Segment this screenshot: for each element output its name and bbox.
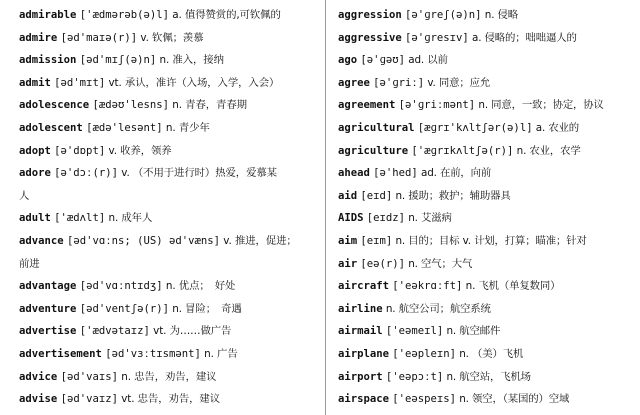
right-column [338, 4, 638, 411]
entry-word: agree [338, 76, 370, 89]
vocab-entry [338, 140, 638, 163]
column-divider [325, 0, 326, 415]
entry-definition: ad. 以前 [408, 54, 448, 67]
entry-phonetic: [ə'dɒpt] [54, 144, 106, 157]
vocab-entry [19, 366, 319, 389]
vocab-entry [338, 185, 638, 208]
entry-definition: a. 值得赞赏的,可钦佩的 [172, 9, 281, 21]
entry-word: admire [19, 31, 58, 44]
vocab-entry [338, 230, 638, 253]
entry-definition: v. 推进，促进； [223, 234, 297, 247]
entry-word: air [338, 257, 358, 270]
entry-definition-continuation [19, 253, 319, 276]
vocab-entry [338, 49, 638, 72]
entry-phonetic: [əd'vɜːtɪsmənt] [105, 347, 201, 360]
entry-definition: n. 飞机（单复数同） [465, 280, 561, 293]
entry-definition: n. 航空邮件 [446, 325, 501, 338]
entry-definition: n. 青春，青春期 [172, 99, 247, 112]
vocab-entry [19, 162, 319, 185]
vocab-entry [338, 253, 638, 276]
vocab-entry [19, 94, 319, 117]
entry-word: aid [338, 189, 358, 202]
entry-phonetic: [əd'mɪʃ(ə)n] [79, 54, 157, 67]
entry-definition: n. 航空站，飞机场 [446, 370, 531, 383]
entry-continuation-text: 前进 [19, 257, 40, 270]
vocab-entry [338, 4, 638, 27]
vocab-entry [19, 140, 319, 163]
entry-phonetic: [ə'ɡəʊ] [360, 54, 406, 67]
entry-phonetic: [ædəʊ'lesns] [92, 99, 169, 112]
entry-definition: ad. 在前，向前 [420, 167, 492, 180]
entry-phonetic: ['ædʌlt] [54, 212, 106, 225]
entry-definition: n. 空气；大气 [408, 257, 473, 270]
entry-phonetic: [eə(r)] [360, 257, 406, 270]
entry-definition: a. 侵略的；咄咄逼人的 [472, 31, 577, 44]
entry-definition: a. 农业的 [535, 121, 580, 134]
entry-word: advice [19, 370, 58, 383]
entry-word: ahead [338, 167, 370, 180]
entry-word: aggressive [338, 31, 402, 44]
entry-word: adolescent [19, 121, 83, 134]
entry-word: agricultural [338, 121, 415, 134]
vocab-entry [19, 230, 319, 253]
entry-definition: v. （不用于进行时）热爱，爱慕某 [121, 167, 277, 180]
entry-word: advise [19, 393, 58, 406]
vocab-entry [338, 320, 638, 343]
entry-definition: n. 青少年 [165, 121, 210, 134]
vocab-entry [19, 117, 319, 140]
entry-word: airmail [338, 325, 383, 338]
entry-word: adolescence [19, 99, 90, 112]
vocab-entry [338, 388, 638, 411]
entry-word: airport [338, 370, 383, 383]
left-column [19, 4, 319, 411]
vocab-entry [338, 343, 638, 366]
entry-phonetic: [əd'ventʃə(r)] [79, 302, 169, 315]
entry-definition: vt. 忠告，劝告，建议 [121, 393, 221, 406]
entry-definition: v. 收养，领养 [108, 144, 172, 157]
entry-definition: n. 援助；救护；辅助器具 [395, 189, 511, 202]
entry-phonetic: ['ædvətaɪz] [79, 325, 150, 338]
entry-word: advertise [19, 325, 77, 338]
vocab-entry [338, 207, 638, 230]
entry-continuation-text: 人 [19, 189, 30, 202]
entry-word: advantage [19, 280, 77, 293]
entry-phonetic: ['eəspeɪs] [392, 393, 457, 406]
entry-definition: vt. 为……做广告 [153, 325, 232, 338]
entry-definition: n. 目的；目标 v. 计划，打算；瞄准；针对 [395, 234, 587, 247]
vocab-entry [338, 275, 638, 298]
entry-word: adult [19, 212, 51, 225]
vocab-entry [19, 275, 319, 298]
entry-word: aircraft [338, 280, 390, 293]
entry-phonetic: [əd'vɑːntɪdʒ] [79, 280, 163, 293]
vocab-entry [19, 388, 319, 411]
entry-phonetic: [əd'maɪə(r)] [60, 31, 138, 44]
entry-word: ago [338, 54, 358, 67]
entry-definition: n. 忠告，劝告，建议 [121, 370, 217, 383]
entry-phonetic: ['æɡrɪkʌltʃə(r)] [411, 144, 514, 157]
entry-word: aim [338, 234, 358, 247]
entry-word: aggression [338, 9, 402, 21]
entry-phonetic: [eɪdz] [366, 212, 406, 225]
entry-word: AIDS [338, 212, 364, 225]
entry-word: adopt [19, 144, 51, 157]
entry-definition: n. 航空公司；航空系统 [385, 302, 491, 315]
entry-word: admit [19, 76, 51, 89]
entry-word: admirable [19, 9, 77, 21]
vocab-entry [19, 298, 319, 321]
entry-word: airline [338, 302, 383, 315]
entry-word: agreement [338, 99, 396, 112]
entry-phonetic: [əd'vaɪs] [60, 370, 118, 383]
entry-definition: v. 同意；应允 [427, 76, 491, 89]
entry-phonetic: [əd'vaɪz] [60, 393, 118, 406]
entry-word: admission [19, 54, 77, 67]
entry-definition-continuation [19, 185, 319, 208]
entry-phonetic: [eɪm] [360, 234, 393, 247]
entry-definition: n. 艾滋病 [408, 212, 452, 225]
vocab-entry [338, 366, 638, 389]
entry-phonetic: ['ædmərəb(ə)l] [79, 9, 169, 21]
entry-phonetic: [əd'mɪt] [54, 76, 106, 89]
entry-definition: n. 广告 [204, 347, 238, 360]
vocab-entry [19, 72, 319, 95]
entry-phonetic: [ə'ɡriːmənt] [398, 99, 476, 112]
vocab-entry [19, 4, 319, 27]
entry-phonetic: [ə'hed] [373, 167, 418, 180]
vocab-entry [19, 27, 319, 50]
entry-word: airspace [338, 393, 390, 406]
entry-phonetic: [ə'ɡreʃ(ə)n] [405, 9, 482, 21]
entry-phonetic: [ə'ɡriː] [373, 76, 425, 89]
vocab-entry [338, 298, 638, 321]
entry-word: airplane [338, 347, 390, 360]
entry-phonetic: ['eəpɔːt] [385, 370, 444, 383]
entry-definition: n. 冒险； 奇遇 [172, 302, 242, 315]
entry-phonetic: [ædə'lesənt] [86, 121, 163, 134]
entry-word: agriculture [338, 144, 409, 157]
entry-phonetic: [ə'dɔː(r)] [54, 167, 118, 180]
vocab-entry [338, 72, 638, 95]
vocab-entry [338, 94, 638, 117]
entry-phonetic: [əd'vɑːns; (US) əd'væns] [66, 234, 221, 247]
entry-definition: n. 侵略 [484, 9, 518, 21]
entry-phonetic: [æɡrɪ'kʌltʃər(ə)l] [417, 121, 533, 134]
entry-definition: vt. 承认，准许（入场，入学，入会） [108, 76, 280, 89]
entry-definition: n. 准入，接纳 [159, 54, 224, 67]
entry-phonetic: ['eəmeɪl] [385, 325, 444, 338]
entry-word: adventure [19, 302, 77, 315]
entry-definition: n. 领空，（某国的）空域 [459, 393, 570, 406]
vocab-entry [338, 162, 638, 185]
entry-definition: v. 钦佩；羡慕 [140, 31, 204, 44]
entry-word: advance [19, 234, 64, 247]
entry-definition: n. 同意，一致；协定，协议 [478, 99, 604, 112]
vocab-entry [19, 343, 319, 366]
vocab-entry [19, 207, 319, 230]
entry-phonetic: [eɪd] [360, 189, 393, 202]
entry-phonetic: ['eəkrɑːft] [392, 280, 463, 293]
entry-definition: n. （美）飞机 [459, 347, 524, 360]
vocab-entry [19, 49, 319, 72]
entry-definition: n. 农业，农学 [516, 144, 581, 157]
vocab-entry [338, 27, 638, 50]
entry-phonetic: [ə'ɡresɪv] [405, 31, 469, 44]
vocab-entry [338, 117, 638, 140]
entry-word: adore [19, 167, 51, 180]
entry-definition: n. 优点； 好处 [165, 280, 236, 293]
entry-phonetic: ['eəpleɪn] [392, 347, 457, 360]
entry-word: advertisement [19, 347, 102, 360]
vocab-entry [19, 320, 319, 343]
entry-definition: n. 成年人 [108, 212, 153, 225]
